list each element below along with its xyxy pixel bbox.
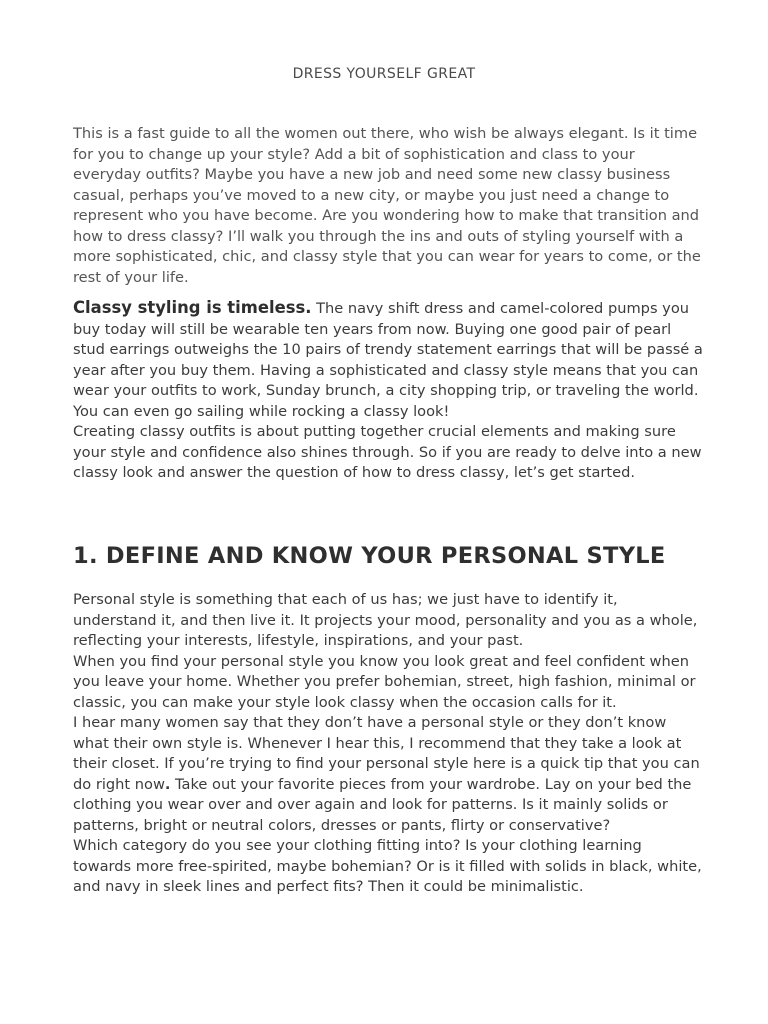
personal-style-paragraph-4: Which category do you see your clothing fitting into? Is your clothing learning towards more free-spirited, maybe bohemian? Or is it filled with solids in black, white, and navy in sleek lines and perfect fits? Then it could be minimalistic. [73, 837, 702, 895]
timeless-lead: Classy styling is timeless. [73, 298, 312, 317]
section-heading: 1. DEFINE AND KNOW YOUR PERSONAL STYLE [73, 543, 666, 569]
document-title: DRESS YOURSELF GREAT [292, 66, 476, 82]
timeless-paragraph [73, 298, 703, 422]
personal-style-paragraph-1: Personal style is something that each of us has; we just have to identify it, understand it, and then live it. It projects your mood, personality and you as a whole, reflecting your interests, lifestyle, inspirations, and your past. [73, 591, 698, 649]
timeless-body: The navy shift dress and camel-colored pumps you buy today will still be wearable ten years from now. Buying one good pair of pearl stud earrings outweighs the 10 pairs of trendy statement earrings that will be passé a year after you buy them. Having a sophisticated and classy style means that you can wear your outfits to work, Sunday brunch, a city shopping trip, or traveling the world. You can even go sailing while rocking a classy look! [73, 300, 703, 420]
personal-style-paragraph-3 [73, 713, 703, 836]
closet-tip-start: I hear many women say that they don’t have a personal style or they don’t know what their own style is. Whenever I hear this, I recommend that they take a look at their closet. If you’re trying to find your personal style here is a quick tip that you can do right now [73, 714, 700, 793]
closet-tip-period: . [164, 775, 171, 793]
intro-paragraph: This is a fast guide to all the women out there, who wish be always elegant. Is it time for you to change up your style? Add a bit of sophistication and class to your everyday outfits? Maybe you have a new job and need some new classy business casual, perhaps you’ve moved to a new city, or maybe you just need a change to represent who you have become. Are you wondering how to make that transition and how to dress classy? I’ll walk you through the ins and outs of styling yourself with a more sophisticated, chic, and classy style that you can wear for years to come, or the rest of your life. [73, 125, 701, 286]
personal-style-paragraph-2: When you find your personal style you know you look great and feel confident when you leave your home. Whether you prefer bohemian, street, high fashion, minimal or classic, you can make your style look classy when the occasion calls for it. [73, 652, 696, 711]
classy-outfits-paragraph: Creating classy outfits is about putting together crucial elements and making sure your style and confidence also shines through. So if you are ready to delve into a new classy look and answer the question of how to dress classy, let’s get started. [73, 423, 702, 481]
personal-style-section [73, 590, 703, 898]
closet-tip-end: Take out your favorite pieces from your wardrobe. Lay on your bed the clothing you wear over and over again and look for patterns. Is it mainly solids or patterns, bright or neutral colors, dresses or pants, flirty or conservative? [73, 775, 692, 834]
timeless-section [73, 298, 703, 484]
